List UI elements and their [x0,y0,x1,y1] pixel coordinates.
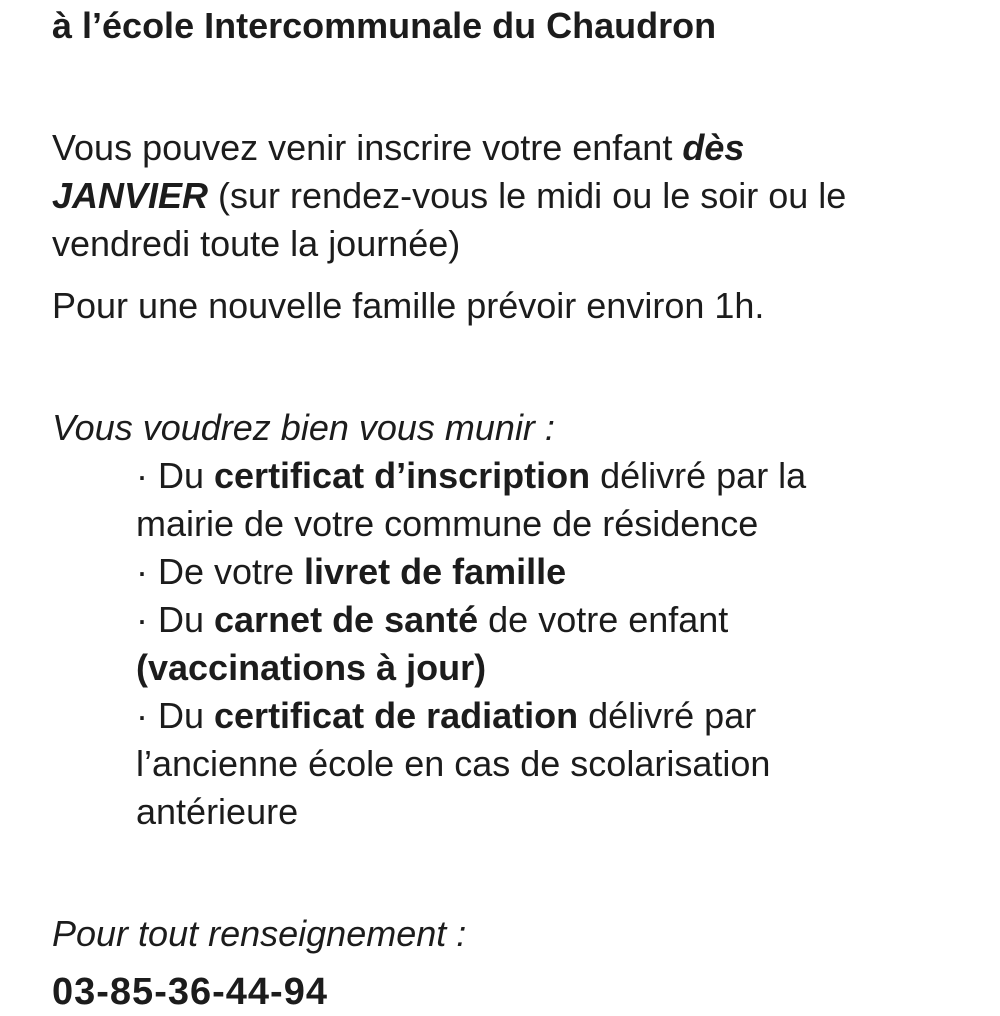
list-item-prefix: · Du [136,695,215,736]
list-item-certificat-radiation-cont2: antérieure [136,791,299,832]
inscription-emphasis-des: dès [682,127,745,168]
list-item-text: de votre enfant [478,599,729,640]
list-item-livret-famille [136,548,566,596]
list-item-certificat-inscription [136,452,806,500]
list-item-carnet-sante [136,596,728,644]
inscription-line-3: vendredi toute la journée) [52,223,461,264]
heading-school: à l’école Intercommunale du Chaudron [52,5,717,46]
documents-intro: Vous voudrez bien vous munir : [52,407,555,448]
inscription-line-1 [52,124,744,172]
list-item-prefix: · Du [136,455,215,496]
list-item-bold: certificat de radiation [214,695,579,736]
inscription-text: Vous pouvez venir inscrire votre enfant [52,127,683,168]
list-item-carnet-sante-cont [136,644,486,692]
list-item-certificat-radiation [136,692,756,740]
contact-phone[interactable]: 03-85-36-44-94 [52,971,328,1013]
inscription-duration: Pour une nouvelle famille prévoir environ 1h. [52,285,765,326]
list-item-bold: (vaccinations à jour) [136,647,487,688]
list-item-bold: certificat d’inscription [214,455,591,496]
list-item-text: délivré par [578,695,757,736]
contact-intro: Pour tout renseignement : [52,913,467,954]
list-item-text: délivré par la [590,455,807,496]
inscription-text: (sur rendez-vous le midi ou le soir ou le [208,175,847,216]
list-item-bold: carnet de santé [214,599,479,640]
list-item-prefix: · Du [136,599,215,640]
inscription-emphasis-janvier: JANVIER [52,175,209,216]
list-item-certificat-inscription-cont: mairie de votre commune de résidence [136,503,759,544]
list-item-bold: livret de famille [304,551,567,592]
list-item-prefix: · De votre [136,551,305,592]
list-item-certificat-radiation-cont: l’ancienne école en cas de scolarisation [136,743,771,784]
inscription-line-2 [52,172,846,220]
